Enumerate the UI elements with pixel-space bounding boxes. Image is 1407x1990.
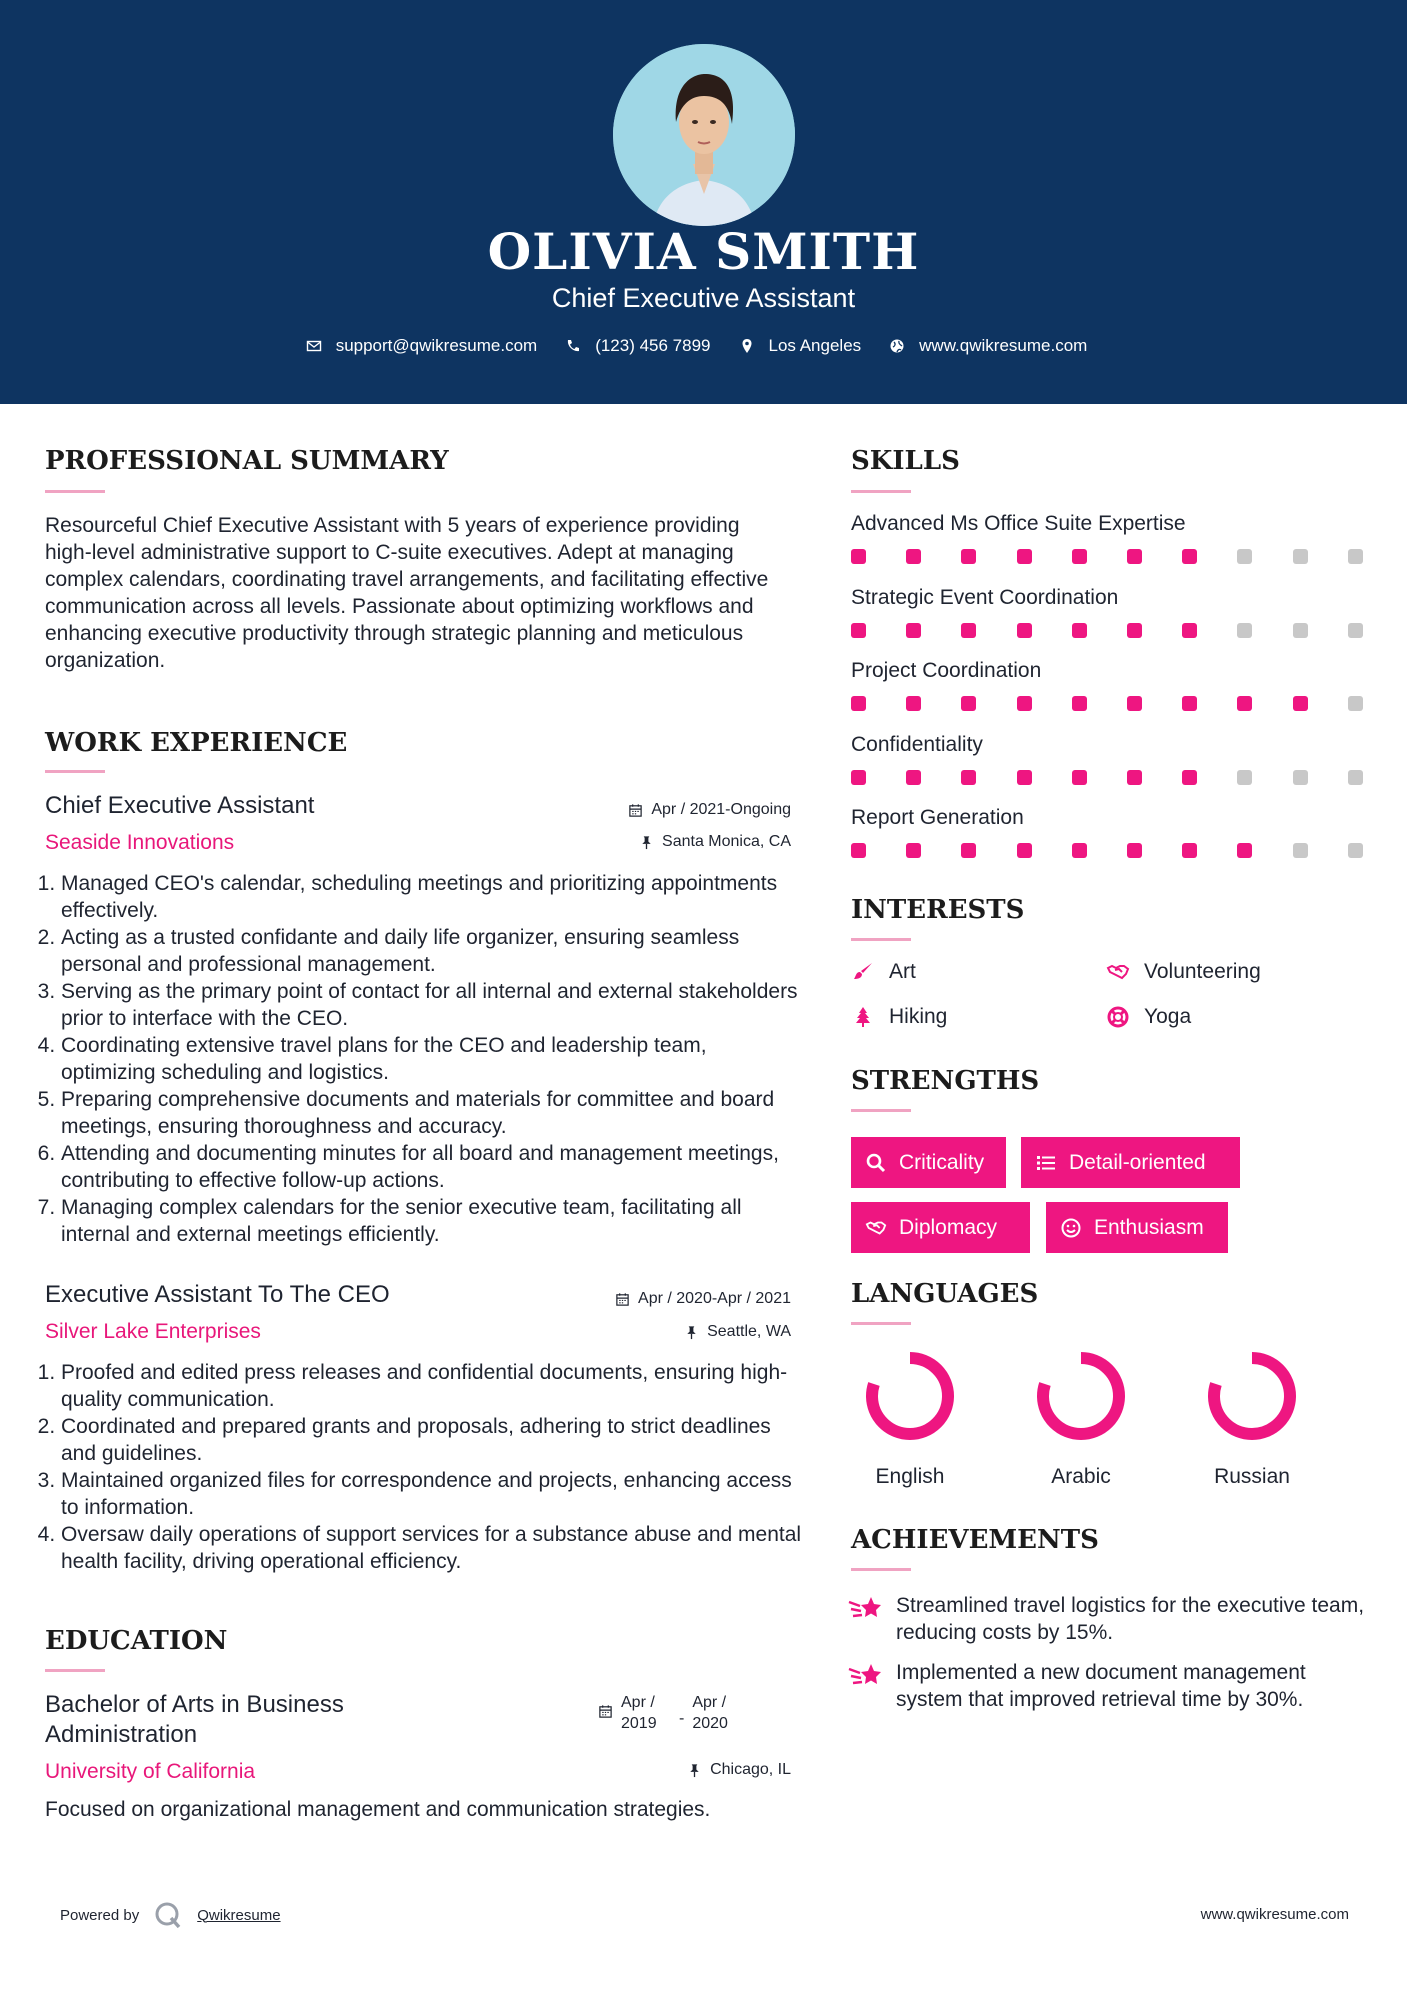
list-item: 4. Coordinating extensive travel plans for the CEO and leadership team, optimizing scheduling and logistics. [61,1032,802,1086]
tree-icon [851,1005,875,1029]
education-school: University of California [45,1760,256,1783]
skill-rating-dot [1017,549,1032,564]
strengths-heading: STRENGTHS [851,1066,1040,1096]
skill-rating-dot [1293,770,1308,785]
skill-rating-dot [1072,696,1087,711]
language-name: Arabic [1051,1465,1111,1488]
job-bullets [42,870,802,1248]
skill-rating-dot [1127,696,1142,711]
strength-label: Criticality [899,1150,985,1174]
contact-phone-text: (123) 456 7899 [595,336,711,355]
skill-rating-dot [1348,549,1363,564]
envelope-icon [306,338,322,354]
skill-rating-dot [1072,549,1087,564]
skill-rating-dot [1017,770,1032,785]
calendar-icon [615,1292,630,1307]
achievement-item: Streamlined travel logistics for the executive team, reducing costs by 15%. [896,1594,1365,1644]
skill-rating-dot [851,549,866,564]
paintbrush-icon [851,960,875,984]
education-date-start: Apr / 2019 [621,1694,657,1732]
calendar-icon [598,1704,613,1719]
interest-art [851,960,916,984]
education-date-end: Apr / 2020 [692,1694,728,1732]
skill-rating-dot [851,770,866,785]
skill-rating-dot [1348,770,1363,785]
handshake-icon [1106,960,1130,984]
powered-by-text: Powered by [60,1906,140,1924]
skill-rating-dot [906,549,921,564]
skill-rating-dot [961,549,976,564]
interest-volunteering [1106,960,1261,984]
summary-text: Resourceful Chief Executive Assistant with 5 years of experience providing high-level administrative support to C-suite executives. Adept at managing complex calendars, coordinating travel arrangements, and facilitating effective communication across all levels. Passionate about optimizing workflows and enhancing executive productivity through strategic planning and meticulous organization. [45,514,769,672]
skill-label: Advanced Ms Office Suite Expertise [851,512,1186,535]
skill-rating-dot [1182,770,1197,785]
job-location [491,1323,791,1341]
candidate-name: OLIVIA SMITH [487,222,920,281]
achievement-item: Implemented a new document management system that improved retrieval time by 30%. [896,1661,1306,1711]
education-divider [45,1669,105,1672]
skill-rating-dot [1127,549,1142,564]
skill-rating-dot [1017,843,1032,858]
skill-label: Report Generation [851,806,1024,829]
skill-rating-dot [906,770,921,785]
skill-rating-dot [1293,843,1308,858]
experience-divider [45,770,105,773]
skill-label: Project Coordination [851,659,1042,682]
summary-divider [45,490,105,493]
contact-email[interactable] [306,336,538,356]
list-item: 2. Coordinated and prepared grants and proposals, adhering to strict deadlines and guidelines. [61,1413,802,1467]
handshake-icon [865,1217,887,1239]
list-item: 7. Managing complex calendars for the senior executive team, facilitating all internal and external meetings efficiently. [61,1194,802,1248]
skill-rating-dot [1182,623,1197,638]
globe-icon [889,338,905,354]
list-item: 3. Serving as the primary point of contact for all internal and external stakeholders prior to interface with the CEO. [61,978,802,1032]
shooting-star-icon [848,1661,882,1689]
skill-rating-dot [851,843,866,858]
pushpin-icon [687,1763,702,1778]
languages-heading: LANGUAGES [851,1279,1039,1309]
contact-location-text: Los Angeles [768,336,862,355]
skill-rating-dot [906,843,921,858]
skill-rating-dot [961,843,976,858]
contact-bar [0,336,1407,356]
skill-rating-dot [1182,549,1197,564]
education-description: Focused on organizational management and communication strategies. [45,1798,711,1821]
footer-brand-link[interactable]: Qwikresume [197,1906,281,1924]
list-item: 1. Proofed and edited press releases and confidential documents, ensuring high-quality communication. [61,1359,802,1413]
skill-rating-dot [1072,770,1087,785]
skill-rating-dot [1237,770,1252,785]
job-location-text: Seattle, WA [707,1323,791,1340]
list-item: 6. Attending and documenting minutes for all board and management meetings, contributing to effective follow-up actions. [61,1140,802,1194]
interest-label: Art [889,960,916,983]
job-date-text: Apr / 2020-Apr / 2021 [638,1290,791,1307]
search-icon [865,1152,887,1174]
avatar [613,44,795,226]
list-item: 4. Oversaw daily operations of support services for a substance abuse and mental health facility, driving operational efficiency. [61,1521,802,1575]
list-icon [1035,1152,1057,1174]
job-company: Seaside Innovations [45,831,235,854]
lifering-icon [1106,1005,1130,1029]
strength-label: Enthusiasm [1094,1215,1204,1239]
skill-rating-dot [1072,623,1087,638]
education-heading: EDUCATION [45,1626,228,1656]
language-level-ring [1204,1348,1300,1444]
education-date [598,1692,742,1734]
job-title: Executive Assistant To The CEO [45,1281,390,1308]
skill-rating-dot [1348,843,1363,858]
candidate-title: Chief Executive Assistant [551,283,856,313]
education-location-text: Chicago, IL [710,1761,791,1778]
skill-rating-dot [1293,549,1308,564]
map-pin-icon [739,338,755,354]
contact-email-text: support@qwikresume.com [335,336,538,355]
languages-divider [851,1322,911,1325]
education-location [491,1761,791,1779]
language-level-arc [1043,1358,1119,1434]
skill-rating-dot [1072,843,1087,858]
skill-rating-dot [1348,623,1363,638]
job-title: Chief Executive Assistant [45,792,315,819]
skill-rating-dot [1127,770,1142,785]
contact-website-text: www.qwikresume.com [919,336,1088,355]
skill-rating-dot [961,770,976,785]
skill-rating-dot [906,623,921,638]
job-location [491,833,791,851]
achievements-divider [851,1568,911,1571]
skill-rating-dot [1348,696,1363,711]
list-item: 1. Managed CEO's calendar, scheduling meetings and prioritizing appointments effectively. [61,870,802,924]
skills-heading: SKILLS [851,446,960,476]
skill-rating-dot [1182,843,1197,858]
job-date-text: Apr / 2021-Ongoing [651,801,791,818]
pushpin-icon [684,1325,699,1340]
footer-powered [60,1900,281,1930]
language-name: Russian [1214,1465,1290,1488]
skill-rating-dot [961,623,976,638]
skill-rating-dot [1127,623,1142,638]
skills-divider [851,490,911,493]
degree-title: Bachelor of Arts in Business Administration [45,1691,344,1748]
list-item: 2. Acting as a trusted confidante and daily life organizer, ensuring seamless personal and professional management. [61,924,802,978]
job-bullets [42,1359,802,1575]
language-name: English [875,1465,945,1488]
interest-yoga [1106,1005,1191,1029]
contact-location [739,336,862,356]
job-date [471,1290,791,1308]
strength-chip [1046,1202,1228,1253]
qwikresume-logo-icon [153,1900,183,1930]
skill-label: Strategic Event Coordination [851,585,1119,609]
strength-chip [851,1137,1006,1188]
contact-phone[interactable] [565,336,710,356]
achievements-heading: ACHIEVEMENTS [851,1525,1099,1555]
interests-divider [851,938,911,941]
interest-hiking [851,1005,947,1029]
language-level-ring [862,1348,958,1444]
footer-website[interactable]: www.qwikresume.com [1200,1906,1349,1923]
interest-label: Volunteering [1144,960,1261,983]
pushpin-icon [639,835,654,850]
shooting-star-icon [848,1594,882,1622]
contact-website[interactable] [889,336,1087,356]
experience-heading: WORK EXPERIENCE [45,728,348,758]
language-level-arc [1214,1358,1290,1434]
skill-rating-dot [1182,696,1197,711]
phone-icon [565,338,581,354]
skill-rating-dot [1237,696,1252,711]
skill-label: Confidentiality [851,732,983,756]
job-date [491,801,791,819]
skill-rating-dot [1293,623,1308,638]
education-date-separator: - [679,1710,685,1727]
skill-rating-dot [851,623,866,638]
smile-icon [1060,1217,1082,1239]
language-level-arc [872,1358,948,1434]
skill-rating-dot [1017,696,1032,711]
skill-rating-dot [961,696,976,711]
strengths-divider [851,1109,911,1112]
interest-label: Hiking [889,1005,948,1028]
language-level-ring [1033,1348,1129,1444]
skill-rating-dot [1293,696,1308,711]
list-item: 3. Maintained organized files for correspondence and projects, enhancing access to information. [61,1467,802,1521]
skill-rating-dot [1127,843,1142,858]
resume-header [0,0,1407,404]
strength-label: Diplomacy [899,1215,998,1239]
list-item: 5. Preparing comprehensive documents and materials for committee and board meetings, ensuring thoroughness and accuracy. [61,1086,802,1140]
interest-label: Yoga [1144,1005,1192,1028]
strength-chip [1021,1137,1240,1188]
summary-heading: PROFESSIONAL SUMMARY [45,446,449,476]
interests-heading: INTERESTS [851,895,1025,925]
calendar-icon [628,803,643,818]
skill-rating-dot [1017,623,1032,638]
strength-chip [851,1202,1030,1253]
skill-rating-dot [1237,549,1252,564]
strength-label: Detail-oriented [1069,1150,1206,1174]
skill-rating-dot [851,696,866,711]
skill-rating-dot [906,696,921,711]
skill-rating-dot [1237,843,1252,858]
job-location-text: Santa Monica, CA [662,833,791,850]
skill-rating-dot [1237,623,1252,638]
job-company: Silver Lake Enterprises [45,1320,261,1343]
